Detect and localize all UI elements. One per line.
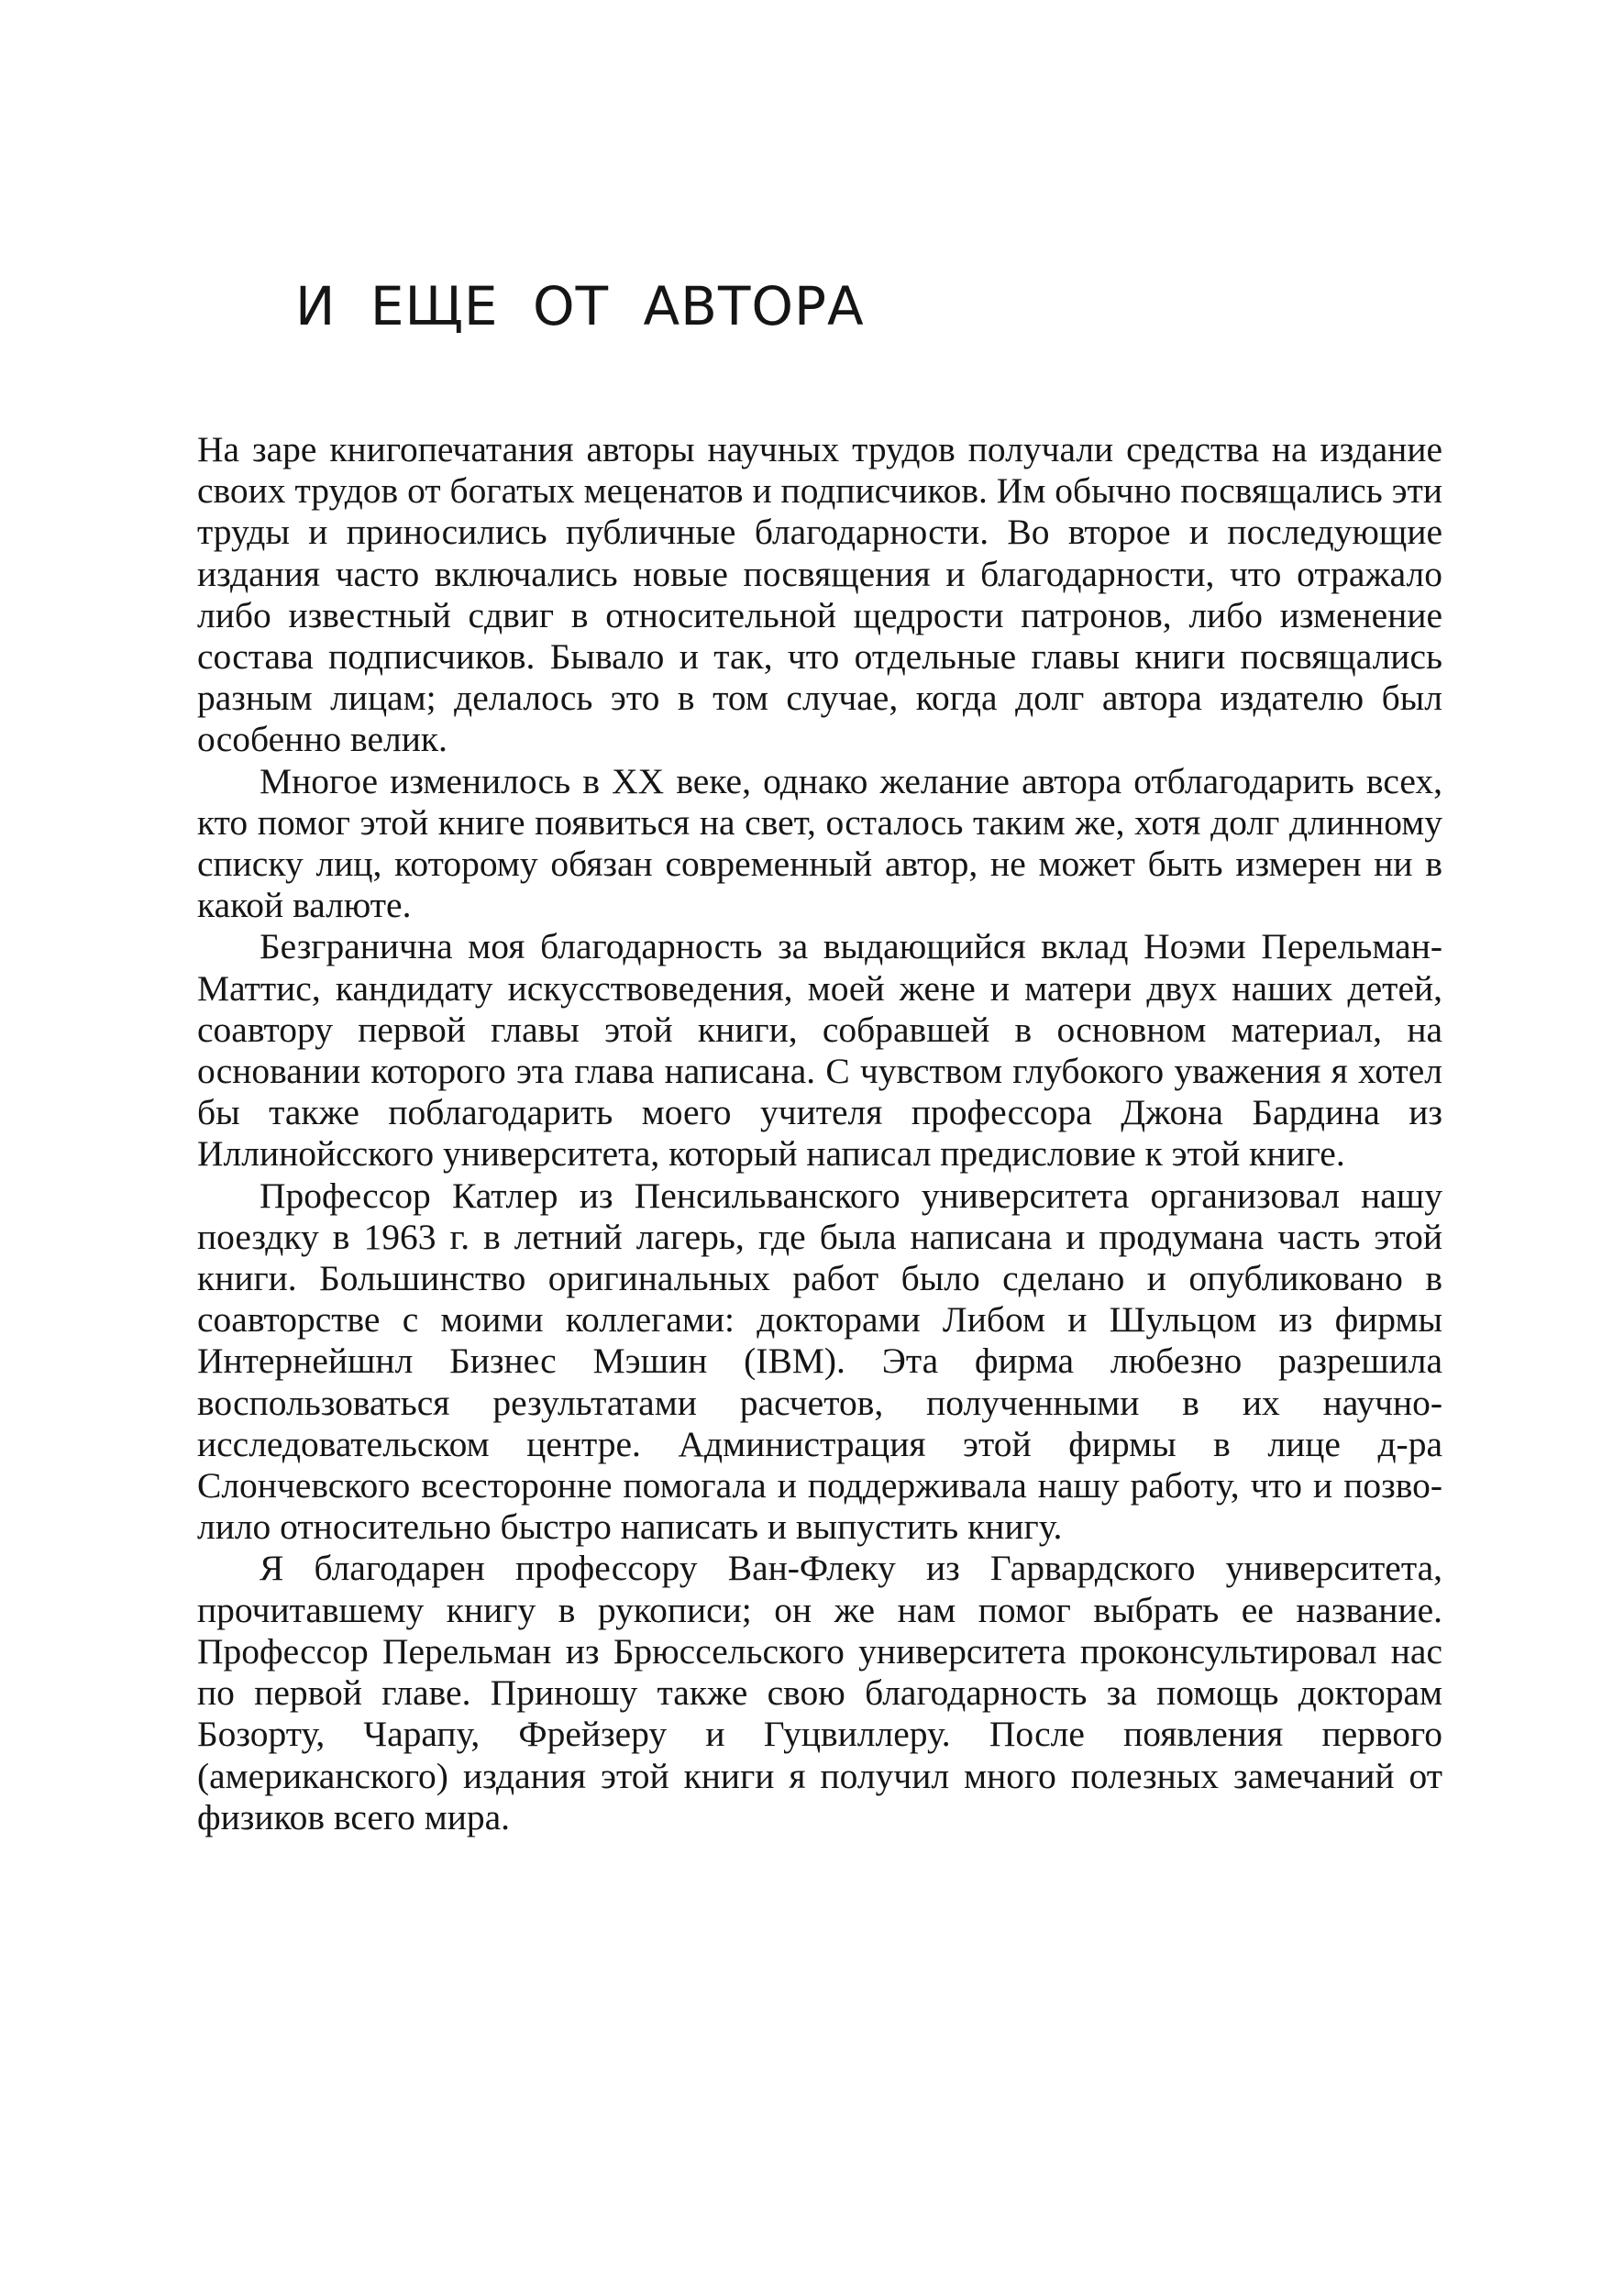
body-text — [197, 429, 1442, 1838]
paragraph: На заре книгопечатания авторы научных трудов получали средства на издание своих трудов от богатых меценатов и подписчиков. Им обычно посвящались эти труды и приносились публичные благодарности. Во второе и последующие издания часто включались новые посвящения и благодарности, что отражало либо известный сдвиг в относительной щедрости патронов, либо изменение состава подписчиков. Бывало и так, что отдельные главы книги посвящались разным лицам; делалось это в том случае, когда долг автора издателю был особенно велик. — [197, 429, 1442, 760]
paragraph: Безгранична моя благодарность за выдающийся вклад Ноэми Перельман-Маттис, кандидату искусствоведения, моей жене и матери двух наших детей, соавтору первой главы этой книги, собравшей в основном материал, на основании которого эта глава написана. С чувством глубокого уважения я хотел бы также поблагодарить моего учителя профессора Джона Бардина из Иллинойсского университета, который написал предисловие к этой книге. — [197, 926, 1442, 1175]
paragraph: Многое изменилось в XX веке, однако желание автора отблагодарить всех, кто помог этой книге появиться на свет, осталось таким же, хотя долг длинному списку лиц, которому обязан современный автор, не может быть измерен ни в какой валюте. — [197, 760, 1442, 926]
chapter-heading: И ЕЩЕ ОТ АВТОРА — [295, 275, 865, 337]
paragraph: Профессор Катлер из Пенсильванского университета организовал нашу поездку в 1963 г. в летний лагерь, где была написана и продумана часть этой книги. Большинство оригинальных работ было сделано и опубликовано в соавторстве с моими коллегами: докторами Либом и Шульцом из фирмы Интернейшнл Бизнес Мэшин (IBM). Эта фирма любезно разрешила воспользоваться результатами расчетов, полученными в их научно-исследовательском центре. Администрация этой фирмы в лице д-ра Слончевского всесторонне помогала и поддерживала нашу работу, что и позволило относительно быстро написать и выпустить книгу. — [197, 1175, 1442, 1548]
paragraph: Я благодарен профессору Ван-Флеку из Гарвардского университета, прочитавшему книгу в рукописи; он же нам помог выбрать ее название. Профессор Перельман из Брюссельского университета проконсультировал нас по первой главе. Приношу также свою благодарность за помощь докторам Бозорту, Чарапу, Фрейзеру и Гуцвиллеру. После появления первого (американского) издания этой книги я получил много полезных замечаний от физиков всего мира. — [197, 1548, 1442, 1837]
